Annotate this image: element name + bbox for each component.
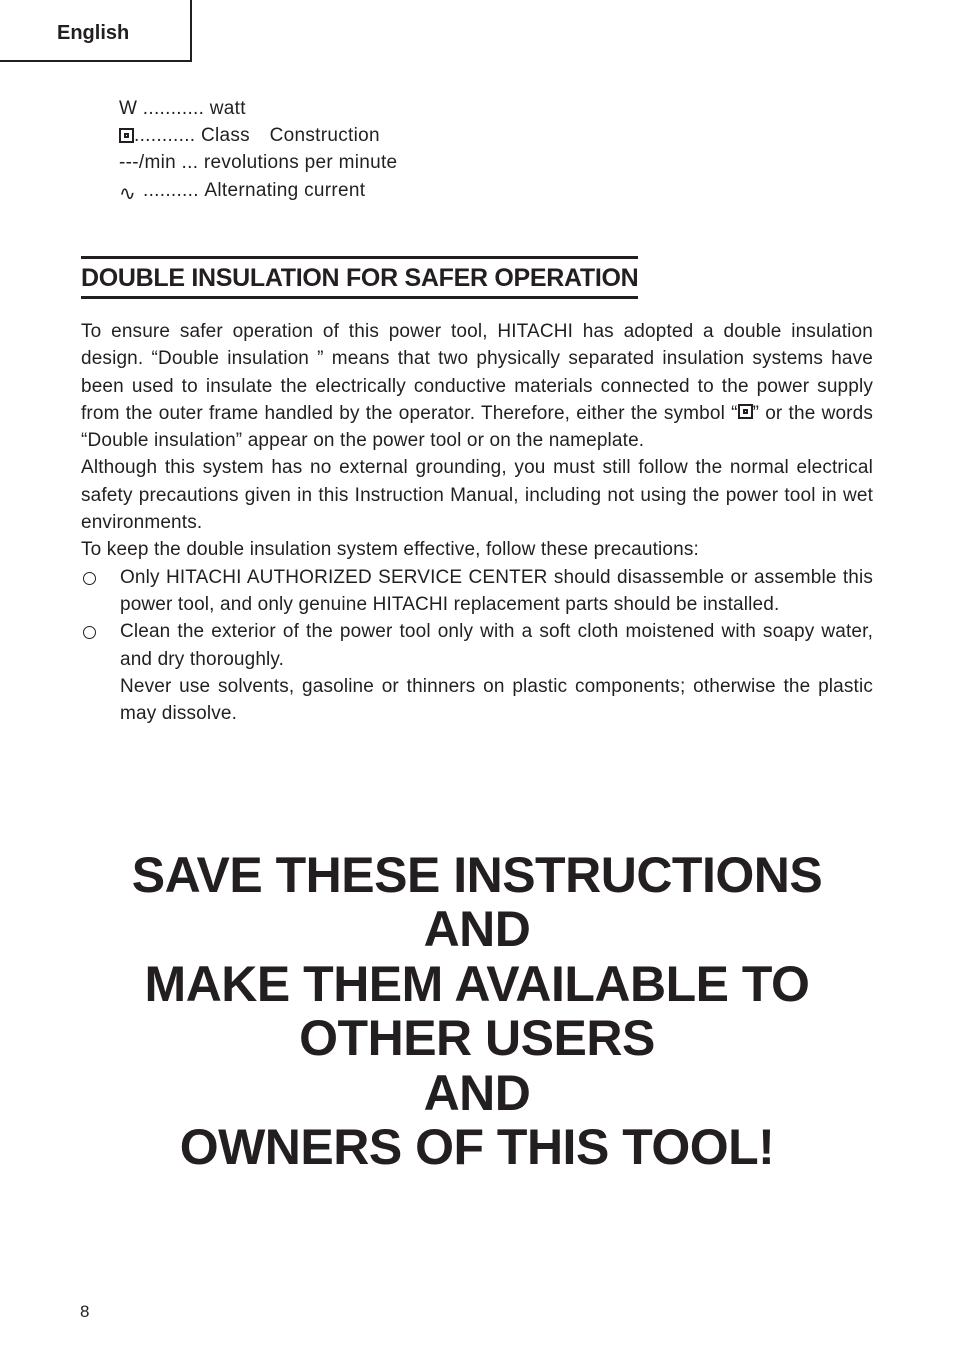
alternating-current-icon: ∿ — [119, 182, 137, 205]
symbol-row-class — [119, 122, 397, 149]
symbol-meaning: watt — [209, 97, 246, 119]
symbol-meaning: Class Construction — [200, 124, 380, 146]
language-tab — [0, 0, 192, 62]
paragraph-grounding: Although this system has no external grounding, you must still follow the normal electrical safety precautions given in this Instruction Manual, including not using the power tool in wet environments. — [81, 457, 873, 534]
notice-line: OTHER USERS — [299, 1010, 655, 1067]
double-insulation-icon — [738, 404, 753, 419]
list-item — [81, 618, 873, 727]
section-heading: DOUBLE INSULATION FOR SAFER OPERATION — [81, 264, 639, 292]
symbol-key: W ........... — [119, 97, 205, 119]
notice-line: OWNERS OF THIS TOOL! — [179, 1119, 775, 1176]
circle-bullet-icon — [81, 618, 120, 727]
circle-bullet-icon — [81, 564, 120, 619]
paragraph-text: ” or the words “Double insulation” appear on the power tool or on the nameplate. — [81, 402, 873, 452]
paragraph-double-insulation — [81, 318, 873, 454]
notice-line: MAKE THEM AVAILABLE TO — [144, 955, 810, 1012]
symbol-row-ac — [119, 177, 397, 204]
symbol-meaning: revolutions per minute — [203, 152, 398, 174]
double-insulation-icon — [119, 128, 134, 143]
list-item-extra-text: Never use solvents, gasoline or thinners on plastic components; otherwise the plastic may dissolve. — [120, 675, 873, 725]
save-instructions-notice — [0, 848, 954, 1174]
list-item-text: Only HITACHI AUTHORIZED SERVICE CENTER should disassemble or assemble this power tool, and only genuine HITACHI replacement parts should be installed. — [120, 566, 873, 615]
symbol-key: ........... — [134, 124, 196, 146]
paragraph-text: To ensure safer operation of this power tool, HITACHI has adopted a double insulation design. “Double insulation ” means that two physically separated insulation systems have been used to insulate the electrically conductive materials connected to the power supply from the outer frame handled by the operator. Therefore, either the symbol “ — [81, 321, 873, 424]
notice-line: AND — [423, 1064, 531, 1121]
section-heading-box — [81, 256, 638, 299]
notice-line: AND — [423, 901, 531, 958]
symbol-row-watt — [119, 95, 397, 122]
page-number: 8 — [80, 1302, 90, 1321]
language-label: English — [57, 22, 130, 44]
symbol-key: .......... — [143, 179, 199, 201]
section-body — [81, 318, 873, 727]
symbol-legend — [119, 95, 397, 204]
symbol-meaning: Alternating current — [204, 179, 366, 201]
symbol-row-rpm — [119, 150, 397, 177]
list-item-text: Clean the exterior of the power tool only with a soft cloth moistened with soapy water, and dry thoroughly. — [120, 621, 873, 670]
symbol-key: ---/min ... — [119, 152, 199, 174]
paragraph-precautions-intro: To keep the double insulation system effective, follow these precautions: — [81, 539, 699, 561]
notice-line: SAVE THESE INSTRUCTIONS — [131, 847, 823, 903]
list-item — [81, 564, 873, 619]
